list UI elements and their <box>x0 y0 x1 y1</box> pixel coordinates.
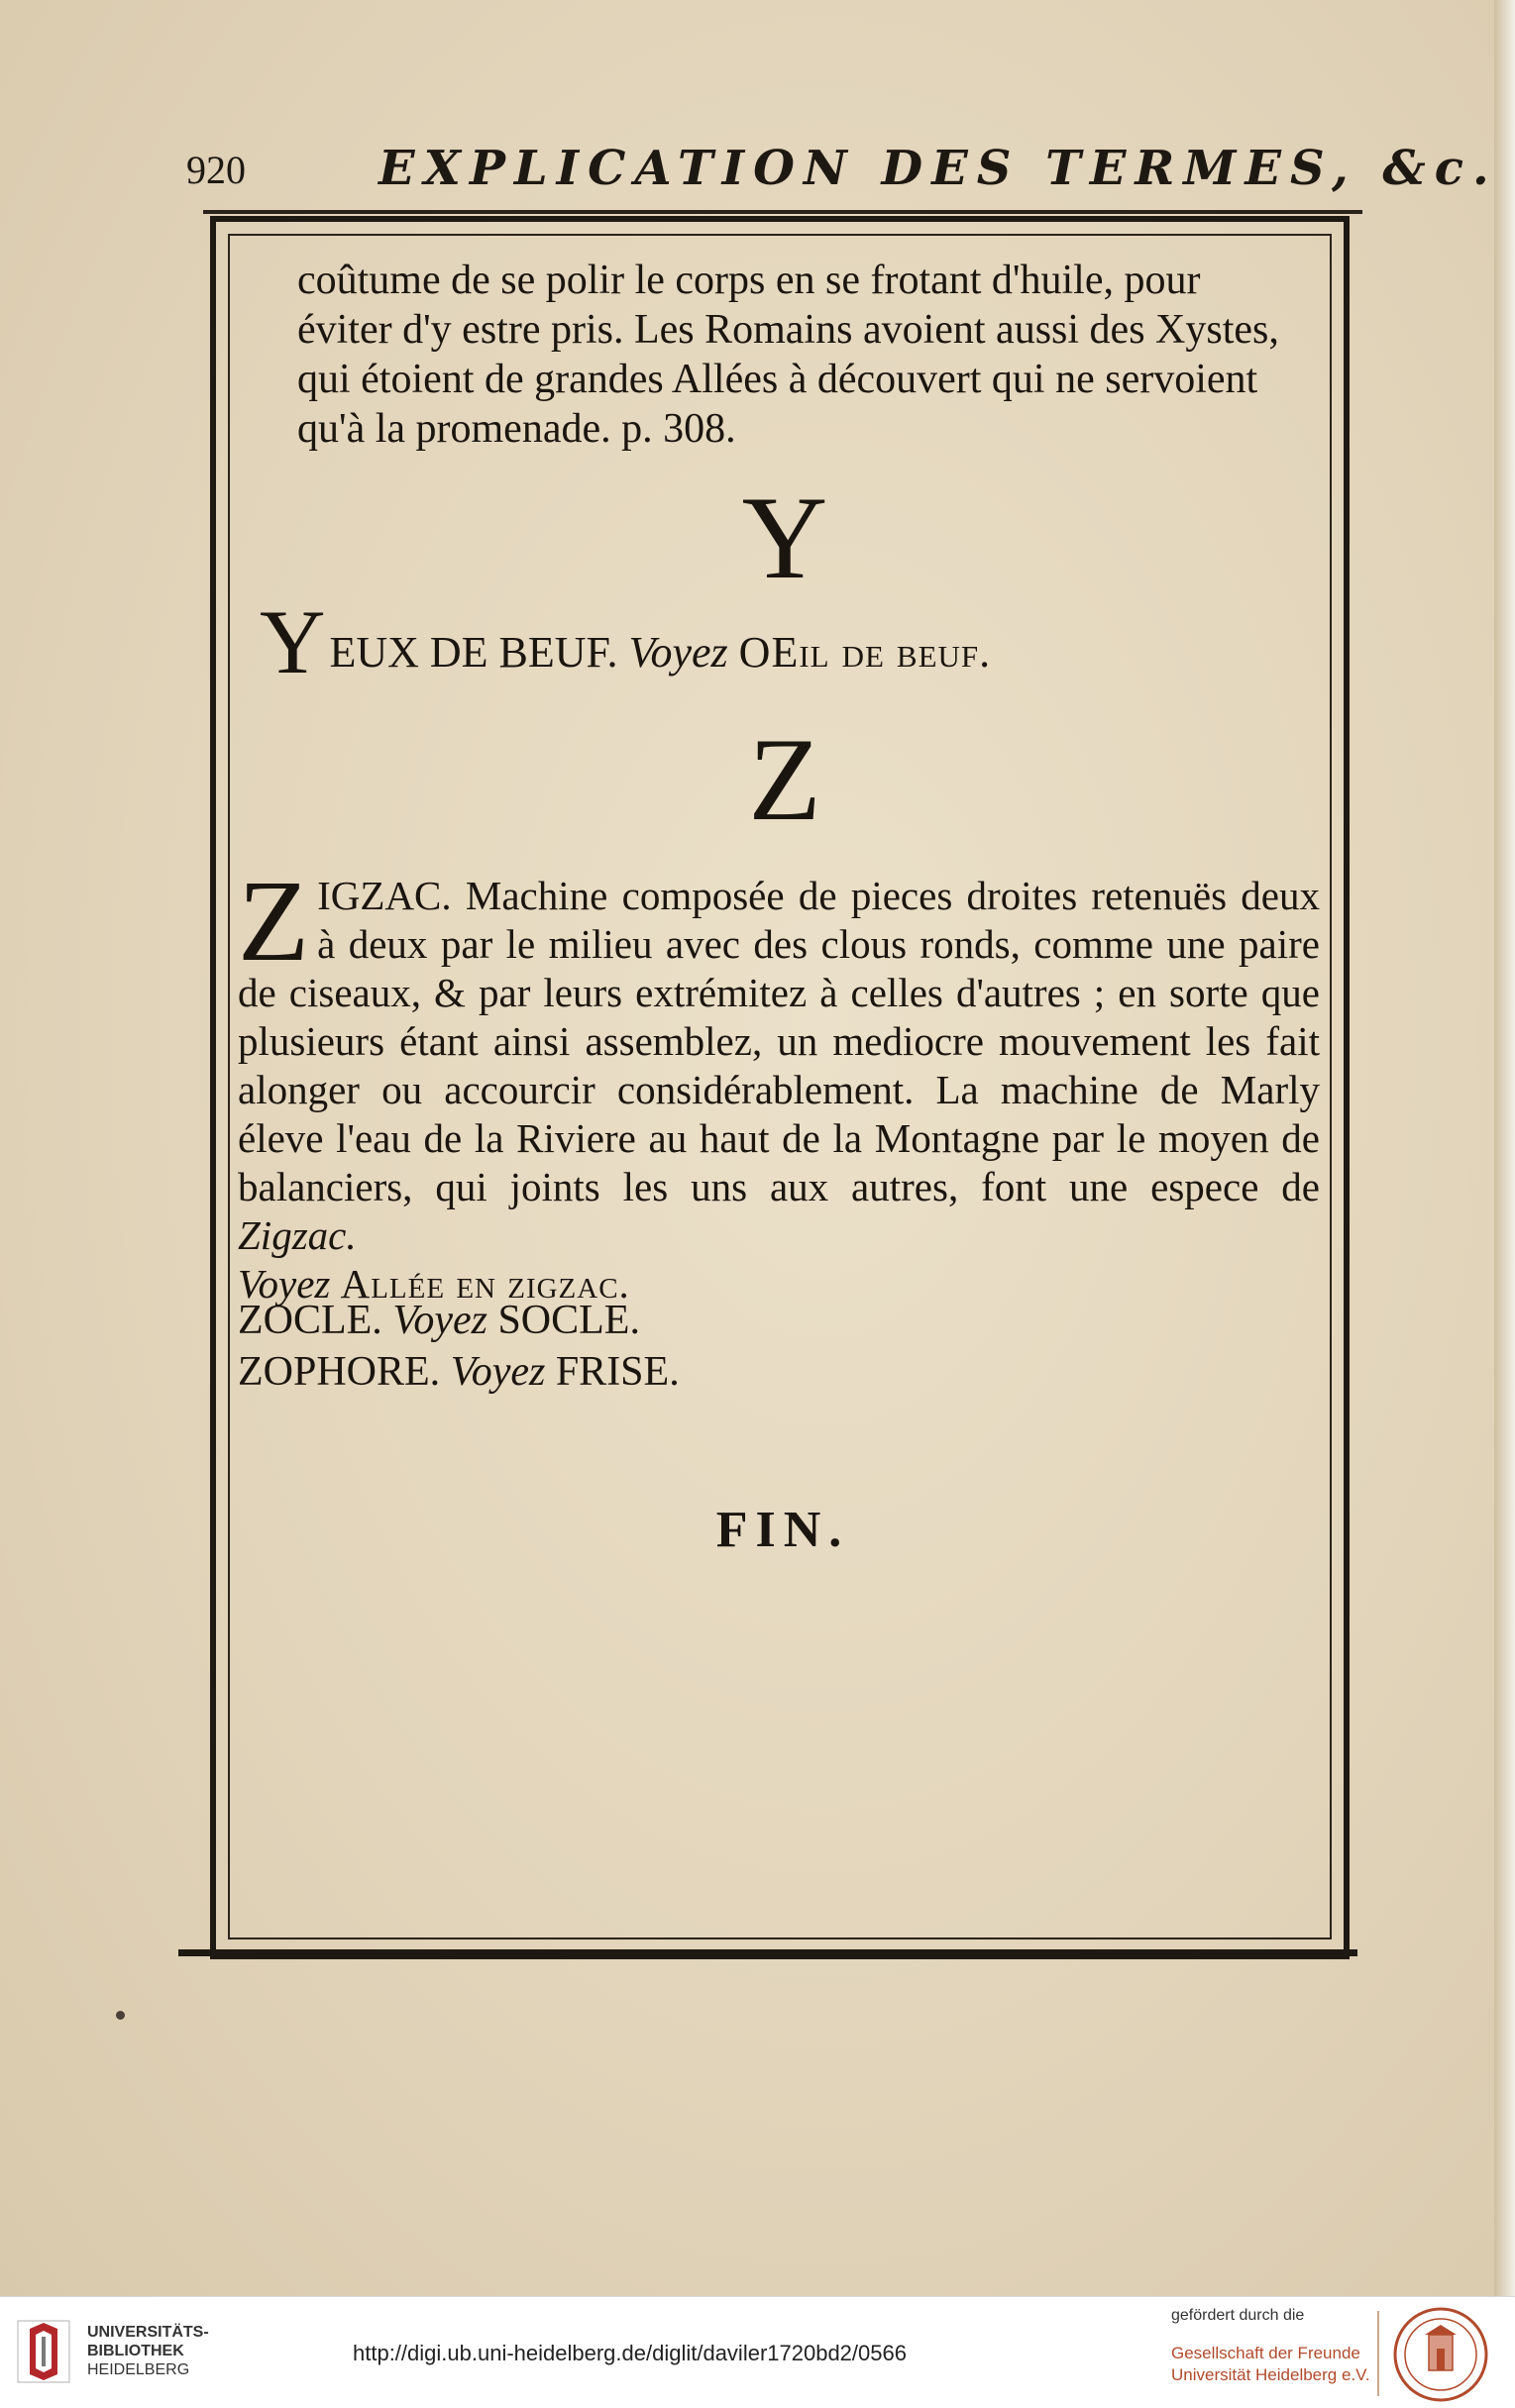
entry-dropcap: Y <box>260 591 326 692</box>
entry-head: IGZAC. <box>317 873 452 918</box>
library-name-line: BIBLIOTHEK <box>87 2343 184 2359</box>
page-edge <box>1494 0 1515 2296</box>
section-letter-y: Y <box>741 471 828 603</box>
continuation-line: qui étoient de grandes Allées à découvert qui ne servoient <box>297 357 1258 402</box>
running-head: EXPLICATION DES TERMES, &c. <box>379 141 1498 196</box>
continuation-line: coûtume de se polir le corps en se frotant d'huile, pour <box>297 258 1201 303</box>
permalink-url[interactable]: http://digi.ub.uni-heidelberg.de/diglit/daviler1720bd2/0566 <box>353 2341 907 2365</box>
sponsor-name-line: Universität Heidelberg e.V. <box>1171 2365 1370 2384</box>
continuation-line: éviter d'y estre pris. Les Romains avoient aussi des Xystes, <box>297 307 1279 353</box>
entry-head: ZOCLE. <box>238 1298 382 1343</box>
library-name-line: UNIVERSITÄTS- <box>87 2324 209 2341</box>
library-name <box>87 2323 209 2379</box>
entry-head: ZOPHORE. <box>238 1349 441 1395</box>
continuation-paragraph <box>297 256 1318 454</box>
ub-logo-icon[interactable] <box>16 2319 71 2384</box>
sponsor-label: gefördert durch die <box>1171 2307 1305 2324</box>
voyez-label: Voyez <box>628 628 728 677</box>
cross-reference: FRISE. <box>555 1349 680 1395</box>
voyez-label: Voyez <box>450 1349 546 1395</box>
entry-head: EUX DE BEUF. <box>329 628 618 677</box>
entry-term: Zigzac. <box>238 1212 357 1258</box>
page-header <box>186 137 1498 206</box>
cross-reference: OEil de beuf. <box>738 628 992 677</box>
entry-body: Machine composée de pieces droites retenuës deux à deux par le milieu avec des clous ronds, comme une paire de ciseaux, & par leurs extrémitez à celles d'autres ; en sorte que plusieurs étant ainsi assemblez, un mediocre mouvement les fait alonger ou accourcir considérablement. La machine de Marly éleve l'eau de la Riviere au haut de la Montagne par le moyen de balanciers, qui joints les uns aux autres, font une espece de <box>238 873 1321 1209</box>
frame-bottom-rule <box>178 1949 1357 1956</box>
ink-dot <box>116 2011 125 2020</box>
voyez-label: Voyez <box>238 1261 331 1307</box>
page-number: 920 <box>186 148 246 192</box>
entry-zocle <box>238 1297 640 1344</box>
entry-zigzac <box>238 856 1321 1309</box>
sponsor-name-line: Gesellschaft der Freunde <box>1171 2344 1360 2362</box>
footer-bar <box>0 2296 1515 2408</box>
continuation-line: qu'à la promenade. p. 308. <box>297 406 736 452</box>
voyez-label: Voyez <box>392 1298 487 1343</box>
library-name-line: HEIDELBERG <box>87 2361 190 2378</box>
cross-reference: Allée en zigzac. <box>340 1261 630 1307</box>
fin-marker: FIN. <box>715 1502 850 1558</box>
frame-top-rule <box>203 210 1362 214</box>
entry-dropcap: Z <box>238 856 310 986</box>
cross-reference: SOCLE. <box>497 1298 640 1343</box>
entry-zophore <box>238 1348 680 1396</box>
university-seal-icon <box>1391 2305 1490 2404</box>
sponsor-name[interactable] <box>1171 2343 1370 2386</box>
entry-yeux-de-beuf <box>260 589 991 694</box>
sponsor-divider <box>1377 2311 1379 2396</box>
section-letter-z: Z <box>748 713 821 845</box>
